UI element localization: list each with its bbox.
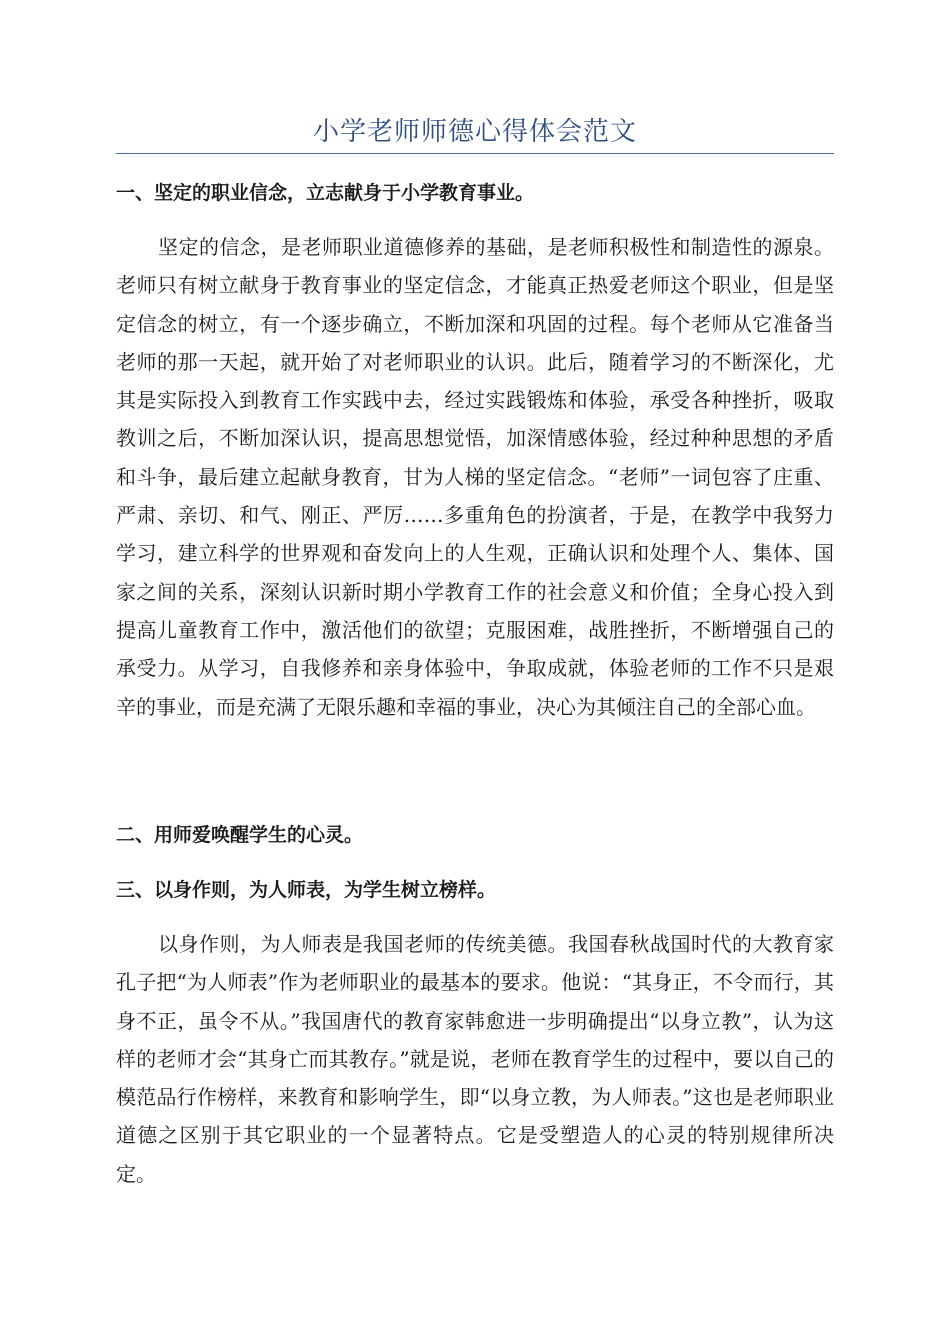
document-title: 小学老师师德心得体会范文 [312,117,637,147]
section-body-3: 以身作则，为人师表是我国老师的传统美德。我国春秋战国时代的大教育家孔子把“为人师表”作为老师职业的最基本的要求。他说：“其身正，不令而行，其身不正，虽令不从。”我国唐代的教育家韩愈进一步明确提出“以身立教”，认为这样的老师才会“其身亡而其教存。”就是说，老师在教育学生的过程中，要以自己的模范品行作榜样，来教育和影响学生，即“以身立教，为人师表。”这也是老师职业道德之区别于其它职业的一个显著特点。它是受塑造人的心灵的特别规律所决定。 [116,932,834,1186]
section-heading-3: 三、以身作则，为人师表，为学生树立榜样。 [116,879,497,901]
section-heading-2: 二、用师爱唤醒学生的心灵。 [116,824,364,846]
section-body-1: 坚定的信念，是老师职业道德修养的基础，是老师积极性和制造性的源泉。老师只有树立献身于教育事业的坚定信念，才能真正热爱老师这个职业，但是坚定信念的树立，有一个逐步确立，不断加深和巩固的过程。每个老师从它准备当老师的那一天起，就开始了对老师职业的认识。此后，随着学习的不断深化，尤其是实际投入到教育工作实践中去，经过实践锻炼和体验，承受各种挫折，吸取教训之后，不断加深认识，提高思想觉悟，加深情感体验，经过种种思想的矛盾和斗争，最后建立起献身教育，甘为人梯的坚定信念。“老师”一词包容了庄重、严肃、亲切、和气、刚正、严厉……多重角色的扮演者，于是，在教学中我努力学习，建立科学的世界观和奋发向上的人生观，正确认识和处理个人、集体、国家之间的关系，深刻认识新时期小学教育工作的社会意义和价值；全身心投入到提高儿童教育工作中，激活他们的欲望；克服困难，战胜挫折，不断增强自己的承受力。从学习，自我修养和亲身体验中，争取成就，体验老师的工作不只是艰辛的事业，而是充满了无限乐趣和幸福的事业，决心为其倾注自己的全部心血。 [116,235,834,719]
section-heading-1: 一、坚定的职业信念，立志献身于小学教育事业。 [116,182,535,204]
title-underline [116,153,834,154]
